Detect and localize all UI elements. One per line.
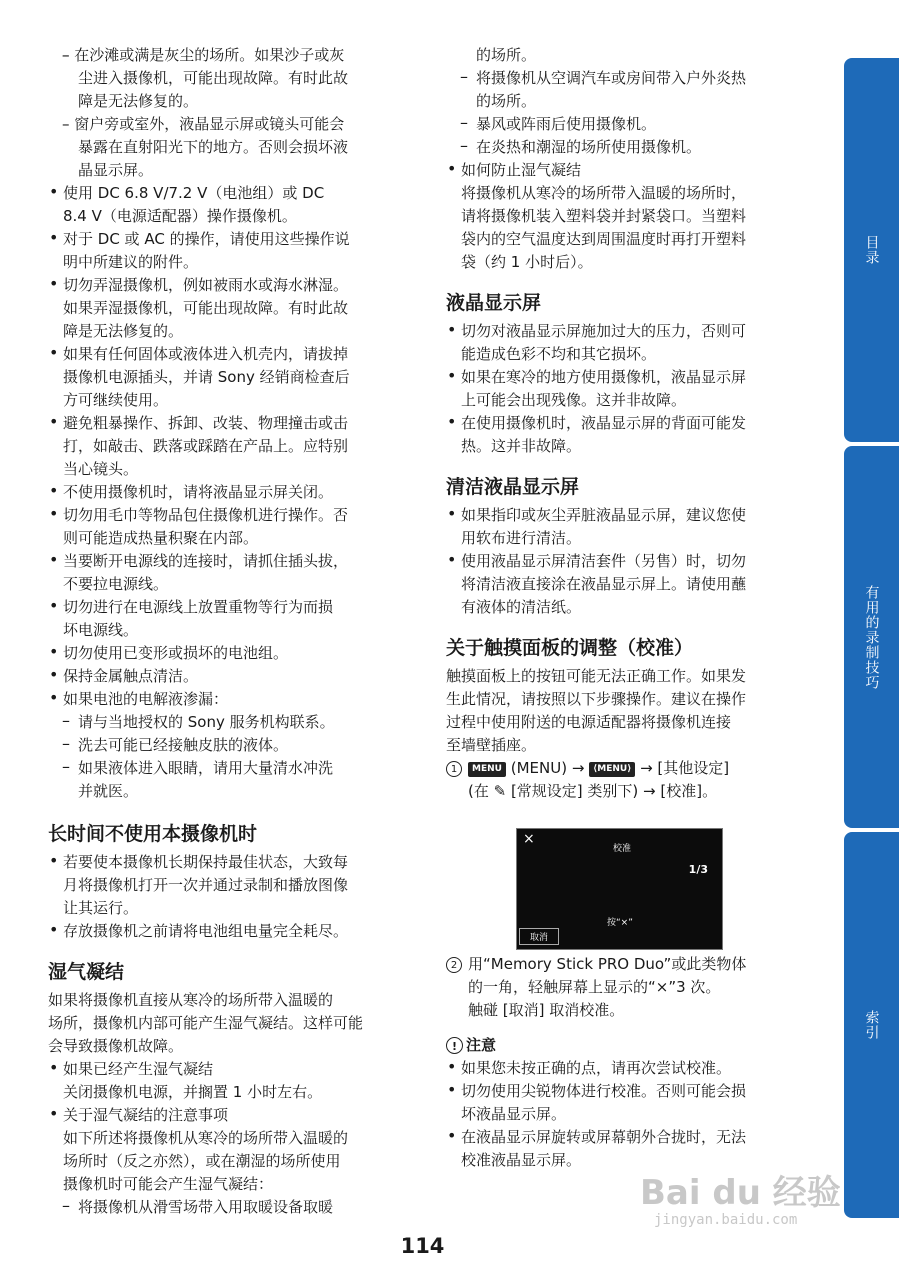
text-line: 触碰 [取消] 取消校准。 <box>468 1001 625 1019</box>
bullet-item <box>48 642 398 665</box>
text-line: 坏液晶显示屏。 <box>461 1105 567 1123</box>
bullet-item <box>48 851 398 920</box>
text-line: 会导致摄像机故障。 <box>48 1037 184 1055</box>
text-line: – 窗户旁或室外，液晶显示屏或镜头可能会 <box>62 115 345 133</box>
bullet-item <box>48 343 398 412</box>
left-column <box>48 44 398 1219</box>
bullet-item <box>446 1057 798 1080</box>
text-line: 方可继续使用。 <box>63 391 169 409</box>
text-line: 场所，摄像机内部可能产生湿气凝结。这样可能 <box>48 1014 364 1032</box>
calibration-screen <box>516 828 723 950</box>
screen-title: 校准 <box>613 844 632 854</box>
text-line: 明中所建议的附件。 <box>63 253 199 271</box>
text-line: 有液体的清洁纸。 <box>461 598 582 616</box>
cancel-button[interactable]: 取消 <box>519 928 559 945</box>
text-line: • 关于湿气凝结的注意事项 <box>63 1106 229 1124</box>
text-line: 打，如敲击、跌落或踩踏在产品上。应特别 <box>63 437 349 455</box>
bullet-item <box>446 412 798 458</box>
text-line: 袋（约 1 小时后）。 <box>461 253 593 271</box>
bullet-item <box>48 665 398 688</box>
bullet-item <box>446 320 798 366</box>
bullet-item <box>48 596 398 642</box>
text-line: • 切勿使用已变形或损坏的电池组。 <box>63 644 289 662</box>
sub-item <box>48 1196 398 1219</box>
text-line: • 如果您未按正确的点，请再次尝试校准。 <box>461 1059 732 1077</box>
text-line: 如下所述将摄像机从寒冷的场所带入温暖的 <box>63 1129 349 1147</box>
text-line: 请将摄像机装入塑料袋并封紧袋口。当塑料 <box>461 207 747 225</box>
text-line: – 在炎热和潮湿的场所使用摄像机。 <box>476 138 702 156</box>
bullet-item <box>48 412 398 481</box>
step-text: 用“Memory Stick PRO Duo”或此类物体 <box>468 955 747 973</box>
tab-label: 有用的录制技巧 <box>863 584 880 690</box>
section-heading-lcd: 液晶显示屏 <box>446 292 542 314</box>
text-line: – 如果液体进入眼睛，请用大量清水冲洗 <box>78 759 334 777</box>
text-line: • 对于 DC 或 AC 的操作，请使用这些操作说 <box>63 230 350 248</box>
menu-return-icon: ⟨MENU⟩ <box>589 762 635 777</box>
sub-item <box>48 734 398 757</box>
text-line: • 存放摄像机之前请将电池组电量完全耗尽。 <box>63 922 349 940</box>
text-line: • 不使用摄像机时，请将液晶显示屏关闭。 <box>63 483 334 501</box>
bullet-item <box>48 920 398 943</box>
screen-instruction: 按“×” <box>607 918 633 928</box>
text-line: • 如果指印或灰尘弄脏液晶显示屏，建议您使 <box>461 506 747 524</box>
text-line: 摄像机时可能会产生湿气凝结： <box>63 1175 274 1193</box>
text-line: 坏电源线。 <box>63 621 139 639</box>
text-line: • 使用液晶显示屏清洁套件（另售）时，切勿 <box>461 552 747 570</box>
caution-icon: ! <box>446 1037 463 1054</box>
bullet-item <box>48 550 398 596</box>
text-line: • 切勿用毛巾等物品包住摄像机进行操作。否 <box>63 506 349 524</box>
tab-label: 索引 <box>863 1010 880 1040</box>
tab-contents[interactable] <box>844 58 899 442</box>
right-column <box>446 44 798 1172</box>
text-line: • 若要使本摄像机长期保持最佳状态，大致每 <box>63 853 349 871</box>
text-line: 能造成色彩不均和其它损坏。 <box>461 345 657 363</box>
text-line: – 暴风或阵雨后使用摄像机。 <box>476 115 657 133</box>
menu-button-icon: MENU <box>468 762 506 777</box>
text-line: 袋内的空气温度达到周围温度时再打开塑料 <box>461 230 747 248</box>
text-line: 热。这并非故障。 <box>461 437 582 455</box>
text-line: 当心镜头。 <box>63 460 139 478</box>
sub-item <box>48 757 398 803</box>
text-line: • 切勿对液晶显示屏施加过大的压力，否则可 <box>461 322 747 340</box>
text-line: 校准液晶显示屏。 <box>461 1151 582 1169</box>
text-line: – 洗去可能已经接触皮肤的液体。 <box>78 736 289 754</box>
watermark-logo: Bai du 经验 <box>640 1173 841 1213</box>
step-text: (MENU) → <box>505 759 590 777</box>
bullet-item <box>48 688 398 711</box>
text-line: 关闭摄像机电源，并搁置 1 小时左右。 <box>63 1083 323 1101</box>
text-line: 则可能造成热量积聚在内部。 <box>63 529 259 547</box>
text-line: • 如果有任何固体或液体进入机壳内，请拔掉 <box>63 345 349 363</box>
section-heading-clean: 清洁液晶显示屏 <box>446 476 580 498</box>
bullet-item <box>48 1104 398 1196</box>
text-line: • 使用 DC 6.8 V/7.2 V（电池组）或 DC <box>63 184 325 202</box>
bullet-item <box>48 1058 398 1104</box>
text-line: 8.4 V（电源适配器）操作摄像机。 <box>63 207 297 225</box>
text-line: – – 在沙滩或满是灰尘的场所。如果沙子或灰 <box>48 44 398 67</box>
bullet-item <box>48 228 398 274</box>
text-line: 晶显示屏。 <box>78 161 154 179</box>
step-number: 1 <box>446 761 462 777</box>
tab-index[interactable] <box>844 832 899 1218</box>
step-1 <box>446 757 798 780</box>
screen-page-indicator: 1/3 <box>688 863 708 876</box>
note-title: 注意 <box>466 1036 497 1054</box>
step-number: 2 <box>446 957 462 973</box>
text-line: • 切勿进行在电源线上放置重物等行为而损 <box>63 598 334 616</box>
bullet-item <box>446 159 798 274</box>
text-line: 暴露在直射阳光下的地方。否则会损坏液 <box>78 138 349 156</box>
text-line: 如果将摄像机直接从寒冷的场所带入温暖的 <box>48 991 334 1009</box>
text-line: • 如果已经产生湿气凝结 <box>63 1060 214 1078</box>
bullet-item <box>48 481 398 504</box>
text-line: 并就医。 <box>78 782 139 800</box>
text-line: • 保持金属触点清洁。 <box>63 667 199 685</box>
bullet-item <box>48 274 398 343</box>
text-line: 场所时（反之亦然），或在潮湿的场所使用 <box>63 1152 341 1170</box>
text-line: • 在液晶显示屏旋转或屏幕朝外合拢时，无法 <box>461 1128 747 1146</box>
text-line: 生此情况，请按照以下步骤操作。建议在操作 <box>446 690 747 708</box>
text-line: • 如果电池的电解液渗漏： <box>63 690 229 708</box>
section-heading-touch: 关于触摸面板的调整（校准） <box>446 637 694 659</box>
text-line: 将摄像机从寒冷的场所带入温暖的场所时， <box>461 184 747 202</box>
text-line: • 如果在寒冷的地方使用摄像机，液晶显示屏 <box>461 368 747 386</box>
text-line: • 切勿弄湿摄像机，例如被雨水或海水淋湿。 <box>63 276 349 294</box>
page-number: 114 <box>400 1234 445 1258</box>
text-line: – 将摄像机从滑雪场带入用取暖设备取暖 <box>78 1198 334 1216</box>
text-line: 用软布进行清洁。 <box>461 529 582 547</box>
bullet-item <box>446 550 798 619</box>
bullet-item <box>48 182 398 228</box>
tab-label: 目录 <box>863 235 880 265</box>
text-line: 月将摄像机打开一次并通过录制和播放图像 <box>63 876 349 894</box>
text-line: • 避免粗暴操作、拆卸、改装、物理撞击或击 <box>63 414 349 432</box>
text-line: 摄像机电源插头，并请 Sony 经销商检查后 <box>63 368 350 386</box>
text-line: (在 ✎ [常规设定] 类别下) → [校准]。 <box>468 782 718 800</box>
note-heading <box>446 1034 798 1057</box>
text-line: 过程中使用附送的电源适配器将摄像机连接 <box>446 713 732 731</box>
text-line: 上可能会出现残像。这并非故障。 <box>461 391 687 409</box>
text-line: – 将摄像机从空调汽车或房间带入户外炎热 <box>476 69 747 87</box>
text-line: 尘进入摄像机，可能出现故障。有时此故 <box>78 69 349 87</box>
step-text: → [其他设定] <box>635 759 730 777</box>
text-line: – 请与当地授权的 Sony 服务机构联系。 <box>78 713 335 731</box>
tab-recording-tips[interactable] <box>844 446 899 828</box>
sand-dust-block <box>48 44 398 182</box>
text-line: 让其运行。 <box>63 899 139 917</box>
text-line: • 当要断开电源线的连接时，请抓住插头拔， <box>63 552 349 570</box>
sub-item <box>48 711 398 734</box>
text-line: • 切勿使用尖锐物体进行校准。否则可能会损 <box>461 1082 747 1100</box>
text-line: 障是无法修复的。 <box>78 92 199 110</box>
text-line: 的场所。 <box>476 92 537 110</box>
text-line: • 在使用摄像机时，液晶显示屏的背面可能发 <box>461 414 747 432</box>
text-line: 的场所。 <box>476 46 537 64</box>
step-2 <box>446 953 798 976</box>
bullet-item <box>446 1080 798 1126</box>
section-heading-condensation: 湿气凝结 <box>48 961 125 983</box>
text-line: 至墙壁插座。 <box>446 736 537 754</box>
watermark-url: jingyan.baidu.com <box>654 1212 798 1228</box>
text-line: 的一角，轻触屏幕上显示的“×”3 次。 <box>468 978 721 996</box>
bullet-item <box>446 366 798 412</box>
bullet-item <box>48 504 398 550</box>
close-icon[interactable]: × <box>523 831 535 847</box>
section-heading-storage: 长时间不使用本摄像机时 <box>48 823 258 845</box>
text-line: 障是无法修复的。 <box>63 322 184 340</box>
text-line: • 如何防止湿气凝结 <box>461 161 582 179</box>
sub-item <box>446 136 798 159</box>
operation-bullets <box>48 182 398 803</box>
text-line: 将清洁液直接涂在液晶显示屏上。请使用蘸 <box>461 575 747 593</box>
text-line: 触摸面板上的按钮可能无法正确工作。如果发 <box>446 667 747 685</box>
sub-item <box>446 67 798 113</box>
bullet-item <box>446 504 798 550</box>
sub-item <box>446 113 798 136</box>
text-line: 不要拉电源线。 <box>63 575 169 593</box>
text-line: 如果弄湿摄像机，可能出现故障。有时此故 <box>63 299 349 317</box>
